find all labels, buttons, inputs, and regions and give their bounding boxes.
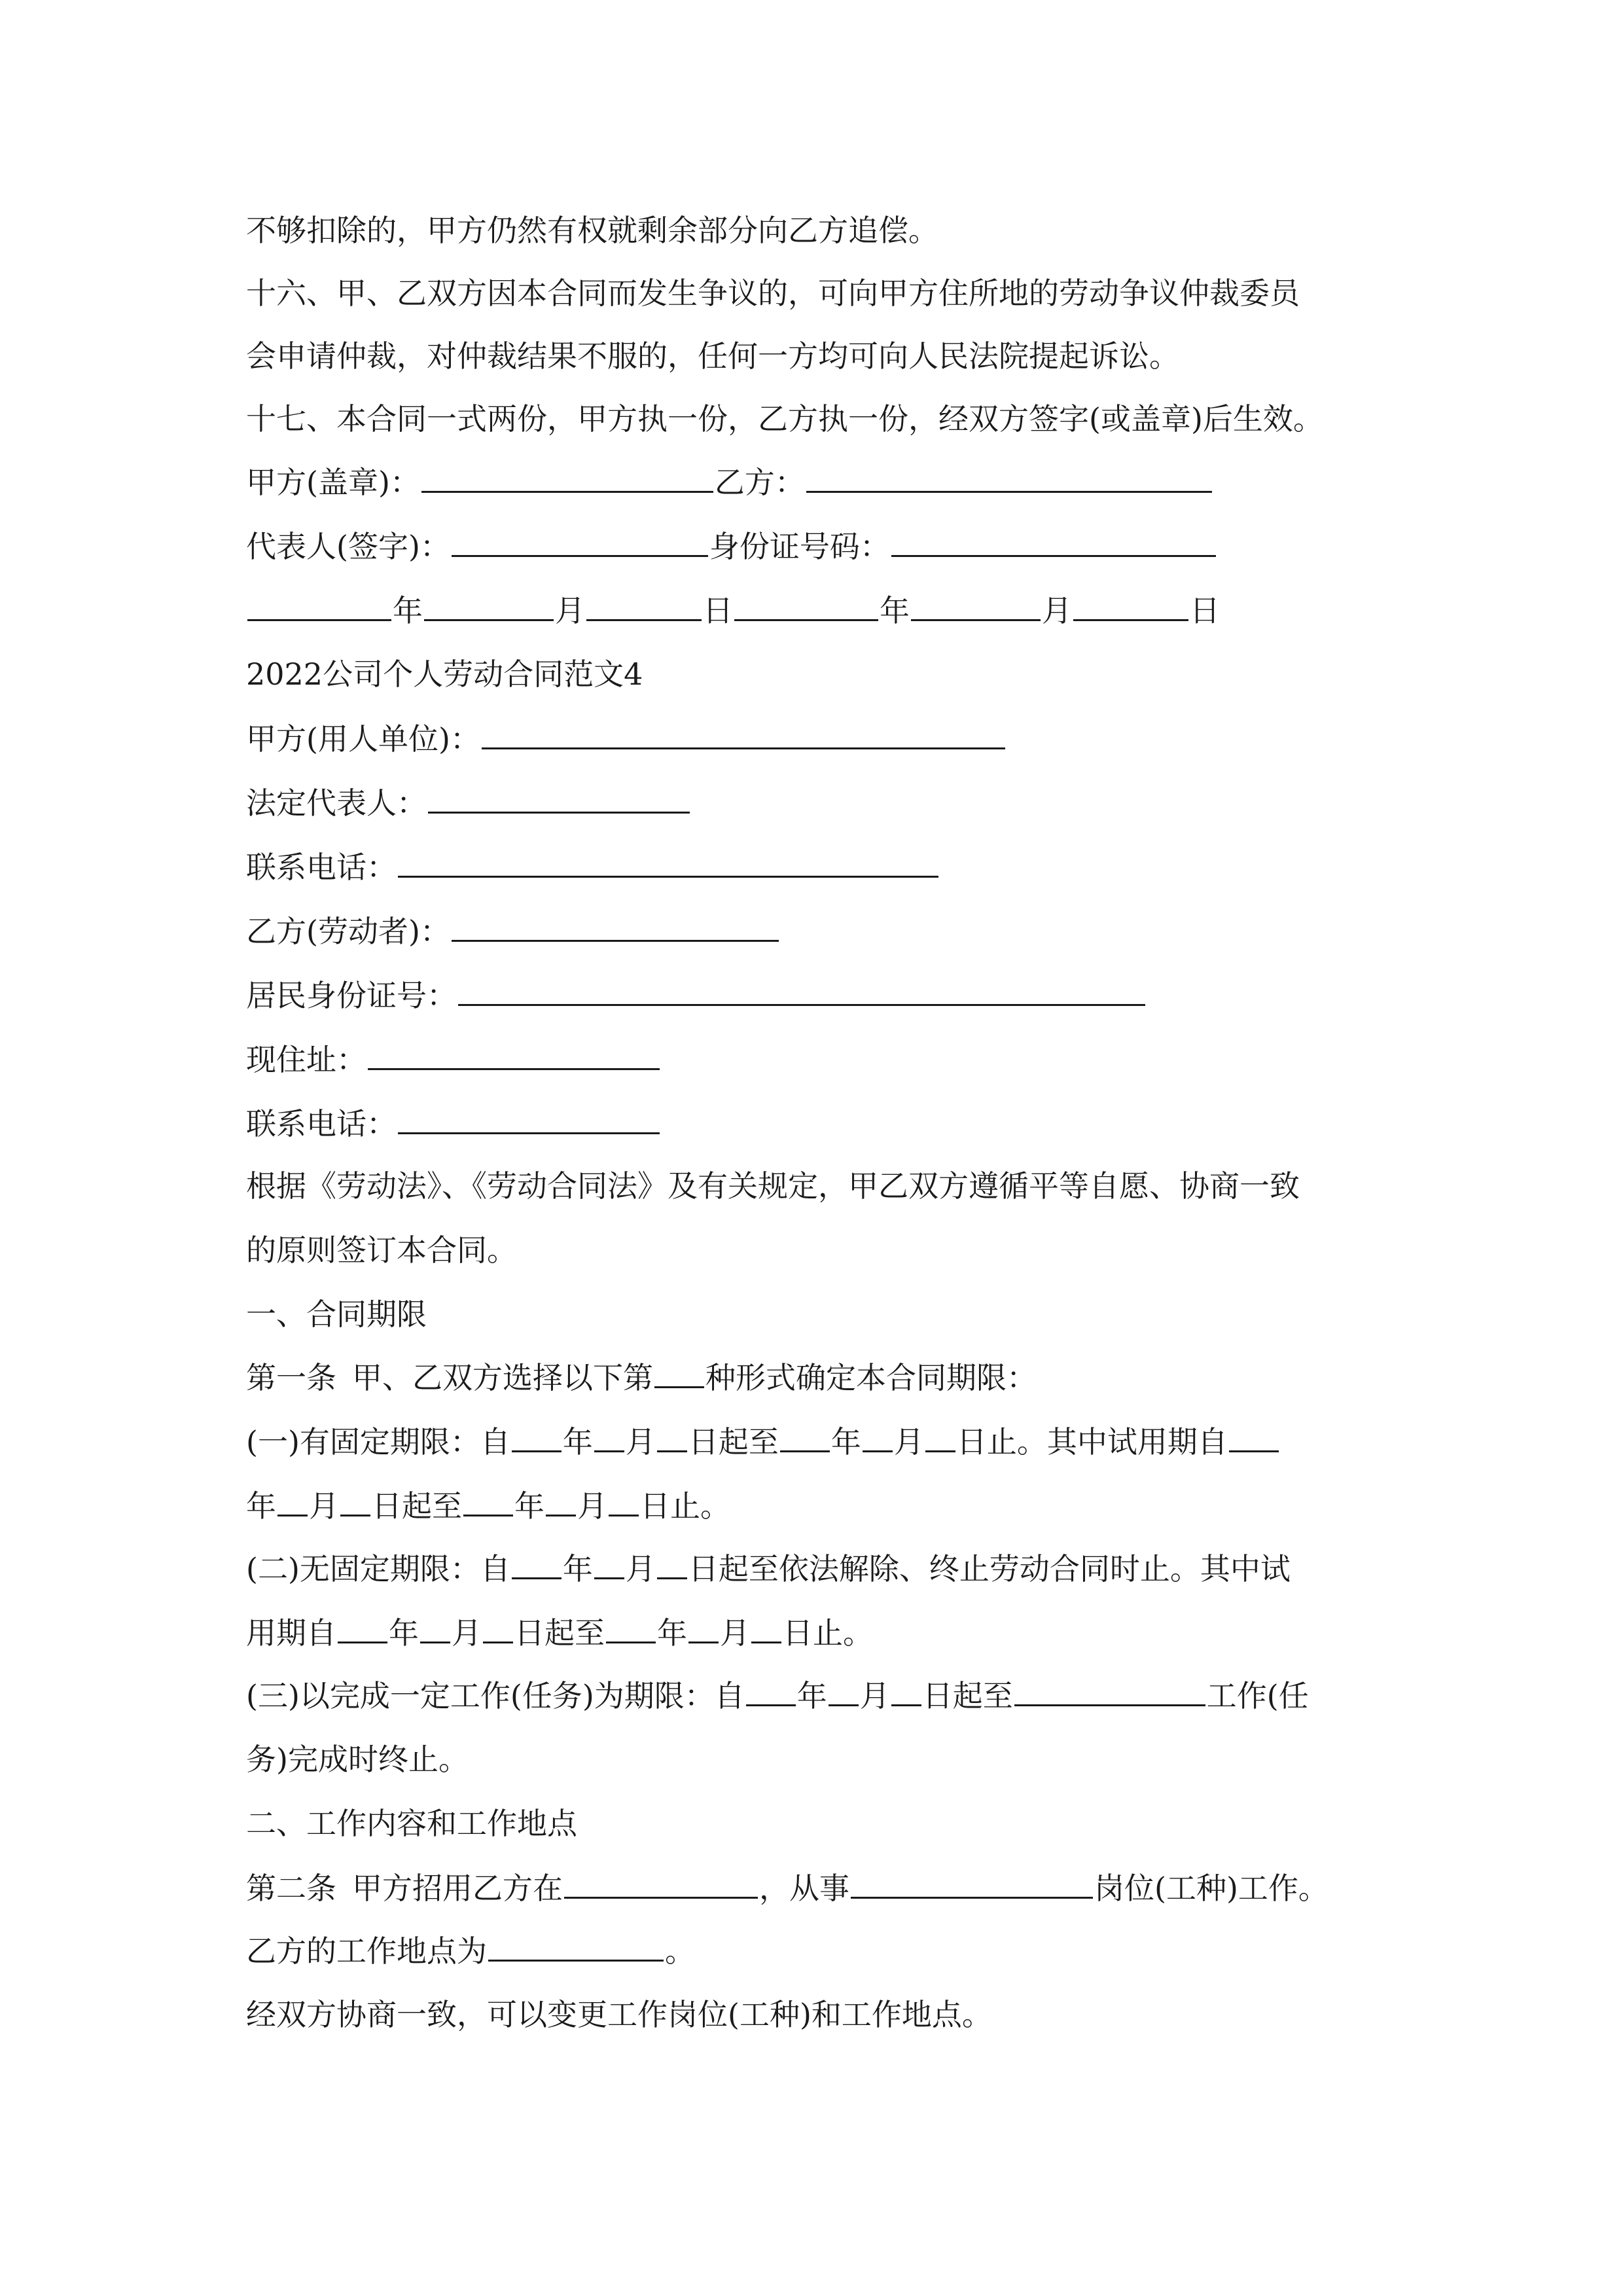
month: 月 <box>625 1424 656 1460</box>
f3-a: (三)以完成一定工作(任务)为期限：自 <box>246 1678 745 1713</box>
paragraph-line: 经双方协商一致，可以变更工作岗位(工种)和工作地点。 <box>246 1997 992 2032</box>
field-employee-phone <box>246 1103 661 1143</box>
month: 月 <box>720 1615 750 1651</box>
term-option-1 <box>246 1422 1280 1461</box>
blank <box>829 1676 859 1706</box>
a2-a: 第二条 <box>246 1871 336 1906</box>
a1-a: 第一条 <box>246 1360 336 1395</box>
employee: 乙方(劳动者)： <box>246 914 450 949</box>
a2-d: 岗位(工种)工作。 <box>1094 1871 1329 1906</box>
blank <box>458 975 1145 1006</box>
blank <box>488 1931 664 1962</box>
a2-e: 乙方的工作地点为 <box>246 1933 487 1969</box>
section-heading: 一、合同期限 <box>246 1297 427 1332</box>
a2-b: 甲方招用乙方在 <box>352 1871 563 1906</box>
a2-f: 。 <box>665 1933 695 1969</box>
legal-rep: 法定代表人： <box>246 785 427 821</box>
field-employer-phone <box>246 847 940 886</box>
article-1 <box>246 1357 1037 1397</box>
field-address <box>246 1039 661 1079</box>
paragraph-line: 根据《劳动法》、《劳动合同法》及有关规定，甲乙双方遵循平等自愿、协商一致 <box>246 1168 1300 1204</box>
year: 年 <box>830 1424 861 1460</box>
phone: 联系电话： <box>246 850 397 885</box>
address: 现住址： <box>246 1042 366 1077</box>
blank <box>688 1613 719 1643</box>
blank <box>609 1486 639 1516</box>
paragraph-line: 十七、本合同一式两份，甲方执一份，乙方执一份，经双方签字(或盖章)后生效。 <box>246 401 1323 437</box>
blank <box>398 847 938 878</box>
blank <box>483 1613 513 1643</box>
blank <box>925 1422 955 1452</box>
year: 年 <box>880 593 910 628</box>
blank <box>512 1549 562 1579</box>
year: 年 <box>657 1615 687 1651</box>
month: 月 <box>452 1615 482 1651</box>
a2-c: ，从事 <box>759 1871 849 1906</box>
year: 年 <box>796 1678 827 1713</box>
blank <box>368 1039 660 1070</box>
article-2-cont <box>246 1931 695 1970</box>
f2-b: 日起至依法解除、终止劳动合同时止。其中试 <box>688 1551 1291 1587</box>
article-2 <box>246 1868 1329 1907</box>
term-option-3 <box>246 1676 1309 1715</box>
paragraph-line: 务)完成时终止。 <box>246 1742 469 1777</box>
blank <box>277 1486 308 1516</box>
signature-row-party <box>246 462 1213 501</box>
paragraph-line: 十六、甲、乙双方因本合同而发生争议的，可向甲方住所地的劳动争议仲裁委员 <box>246 276 1300 311</box>
blank <box>586 590 702 621</box>
blank <box>463 1486 513 1516</box>
paragraph-line: 不够扣除的，甲方仍然有权就剩余部分向乙方追偿。 <box>246 213 938 248</box>
representative-blank <box>452 526 708 557</box>
blank <box>657 1549 687 1579</box>
signature-row-dates <box>246 590 1220 630</box>
signature-row-rep <box>246 526 1217 565</box>
blank <box>546 1486 576 1516</box>
f1-a: (一)有固定期限：自 <box>246 1424 510 1460</box>
day-end: 日止。 <box>783 1615 873 1651</box>
field-legal-rep <box>246 783 691 822</box>
blank <box>911 590 1041 621</box>
blank <box>424 590 554 621</box>
month: 月 <box>577 1488 607 1524</box>
day-to: 日起至 <box>922 1678 1013 1713</box>
blank <box>482 719 1005 749</box>
blank <box>851 1868 1093 1899</box>
month: 月 <box>1042 593 1072 628</box>
month: 月 <box>893 1424 924 1460</box>
a1-b: 甲、乙双方选择以下第 <box>352 1360 653 1395</box>
field-employer <box>246 719 1007 758</box>
blank <box>428 783 690 814</box>
resident-id: 居民身份证号： <box>246 978 457 1013</box>
f2-a: (二)无固定期限：自 <box>246 1551 510 1587</box>
f2-c: 用期自 <box>246 1615 336 1651</box>
blank <box>398 1103 660 1134</box>
section-heading: 二、工作内容和工作地点 <box>246 1806 577 1841</box>
id-number-blank <box>891 526 1216 557</box>
a1-c: 种形式确定本合同期限： <box>705 1360 1037 1395</box>
blank <box>751 1613 781 1643</box>
blank <box>1073 590 1188 621</box>
blank <box>746 1676 796 1706</box>
blank <box>1014 1676 1205 1706</box>
party-b-label: 乙方： <box>714 465 805 500</box>
f1-b: 日起至 <box>688 1424 779 1460</box>
term-option-2-cont <box>246 1613 873 1652</box>
representative-label: 代表人(签字)： <box>246 529 450 564</box>
blank <box>891 1676 921 1706</box>
blank <box>594 1422 624 1452</box>
year: 年 <box>562 1424 593 1460</box>
year: 年 <box>514 1488 544 1524</box>
year: 年 <box>246 1488 276 1524</box>
blank <box>512 1422 562 1452</box>
blank <box>780 1422 830 1452</box>
document-heading: 2022公司个人劳动合同范文4 <box>246 656 643 692</box>
blank <box>340 1486 370 1516</box>
day-to: 日起至 <box>372 1488 462 1524</box>
blank <box>654 1357 704 1388</box>
blank <box>338 1613 387 1643</box>
day-to: 日起至 <box>514 1615 605 1651</box>
f1-c: 日止。其中试用期自 <box>956 1424 1228 1460</box>
blank <box>863 1422 893 1452</box>
month: 月 <box>625 1551 656 1587</box>
party-a-label: 甲方(盖章)： <box>246 465 420 500</box>
blank <box>594 1549 624 1579</box>
year: 年 <box>389 1615 419 1651</box>
blank <box>734 590 878 621</box>
blank <box>606 1613 656 1643</box>
party-b-blank <box>806 462 1212 493</box>
paragraph-line: 的原则签订本合同。 <box>246 1232 517 1268</box>
field-resident-id <box>246 975 1147 1014</box>
blank <box>452 911 779 942</box>
blank <box>564 1868 758 1899</box>
year: 年 <box>393 593 423 628</box>
day: 日 <box>703 593 733 628</box>
month: 月 <box>555 593 585 628</box>
f3-b: 工作(任 <box>1206 1678 1309 1713</box>
term-option-2 <box>246 1549 1291 1588</box>
blank <box>420 1613 450 1643</box>
field-employee <box>246 911 780 950</box>
blank <box>1229 1422 1279 1452</box>
day: 日 <box>1190 593 1220 628</box>
employer: 甲方(用人单位)： <box>246 721 480 757</box>
party-a-blank <box>421 462 713 493</box>
paragraph-line: 会申请仲裁，对仲裁结果不服的，任何一方均可向人民法院提起诉讼。 <box>246 338 1179 374</box>
blank <box>657 1422 687 1452</box>
year: 年 <box>562 1551 593 1587</box>
day-end: 日止。 <box>640 1488 730 1524</box>
phone2: 联系电话： <box>246 1106 397 1141</box>
month: 月 <box>309 1488 339 1524</box>
term-option-1-cont <box>246 1486 730 1525</box>
id-number-label: 身份证号码： <box>709 529 890 564</box>
blank <box>247 590 391 621</box>
month: 月 <box>859 1678 890 1713</box>
